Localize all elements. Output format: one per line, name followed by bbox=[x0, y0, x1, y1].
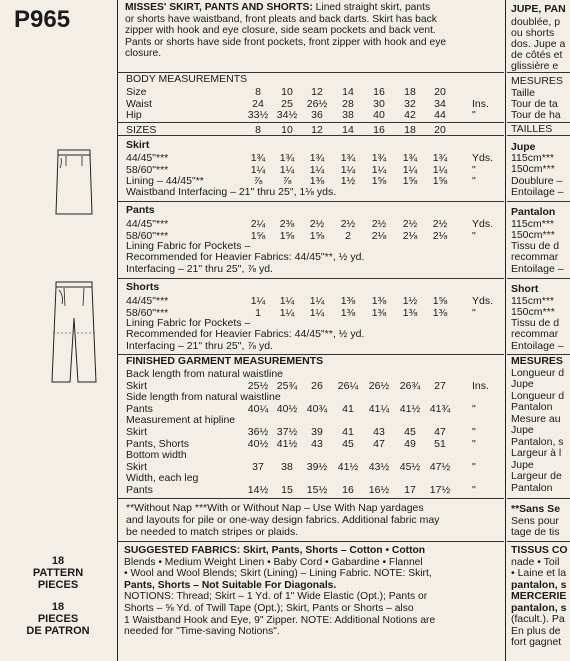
shorts-note: Recommended for Heavier Fabrics: 44/45"**, ½ yd. bbox=[126, 328, 365, 340]
size-value: 1⅝ bbox=[432, 175, 448, 187]
french-line: nade • Toil bbox=[511, 556, 560, 568]
pieces-label-2: PIECES bbox=[37, 579, 79, 591]
french-line: recommar bbox=[511, 251, 559, 263]
fr-divider bbox=[507, 354, 570, 355]
size-value: 1¾ bbox=[371, 152, 387, 164]
size-value: 43 bbox=[311, 437, 323, 450]
divider bbox=[117, 122, 504, 123]
french-line: Entoilage – bbox=[511, 340, 564, 352]
size-value: 1¼ bbox=[309, 306, 325, 319]
measurement-row bbox=[0, 426, 570, 437]
size-value: 1¼ bbox=[309, 295, 325, 307]
row-label: Skirt bbox=[126, 460, 147, 473]
pattern-pieces-fr bbox=[0, 601, 116, 637]
row-label: 58/60"*** bbox=[126, 163, 169, 176]
size-value: 24 bbox=[252, 97, 264, 110]
french-line: • Laine et la bbox=[511, 567, 567, 579]
measurement-row bbox=[0, 86, 570, 97]
french-line: tage de tis bbox=[511, 526, 560, 538]
french-line: Taille bbox=[511, 87, 535, 99]
shorts-heading: Shorts bbox=[126, 281, 160, 293]
divider bbox=[117, 135, 504, 136]
french-line: Longueur d bbox=[511, 367, 565, 379]
skirt-interfacing-note: Waistband Interfacing – 21" thru 25", 1⅛ yds. bbox=[126, 186, 337, 198]
measurement-row bbox=[0, 98, 570, 109]
size-value: 16 bbox=[373, 124, 385, 136]
row-label: Skirt bbox=[126, 426, 147, 438]
size-value: 49 bbox=[404, 437, 416, 450]
fr-divider bbox=[507, 135, 570, 136]
unit-label: " bbox=[472, 229, 476, 242]
size-value: 1 bbox=[255, 306, 261, 319]
french-line: MESURES bbox=[511, 75, 563, 87]
row-label: 58/60"*** bbox=[126, 229, 169, 242]
pieces-label-1: PATTERN bbox=[32, 567, 84, 579]
size-value: 16 bbox=[342, 484, 354, 496]
size-value: 38 bbox=[342, 109, 354, 121]
size-value: 17½ bbox=[429, 484, 451, 496]
french-line: Mesure au bbox=[511, 413, 561, 425]
size-value: 1¼ bbox=[340, 163, 356, 176]
row-label: 44/45"*** bbox=[126, 218, 169, 230]
french-line: Jupe bbox=[511, 424, 534, 436]
size-value: 1⅝ bbox=[402, 175, 418, 187]
measurement-row bbox=[0, 403, 570, 414]
measurement-row bbox=[0, 230, 570, 241]
nap-note: be needed to match stripes or plaids. bbox=[126, 526, 299, 538]
unit-label: Ins. bbox=[472, 379, 489, 392]
french-line: Tour de ta bbox=[511, 98, 558, 110]
row-label: Skirt bbox=[126, 379, 147, 392]
fr-divider bbox=[507, 278, 570, 279]
notions-line: NOTIONS: Thread; Skirt – 1 Yd. of 1" Wide Elastic (Opt.); Pants or bbox=[124, 591, 428, 603]
divider bbox=[117, 541, 504, 542]
size-value: 1¼ bbox=[250, 295, 266, 307]
size-value: 26½ bbox=[306, 97, 328, 110]
measurement-row bbox=[0, 368, 570, 379]
size-value: 36½ bbox=[247, 426, 269, 438]
size-value: 41¼ bbox=[368, 402, 390, 415]
french-line: dos. Jupe a bbox=[511, 38, 566, 50]
french-line: 115cm*** bbox=[511, 218, 554, 230]
french-line: MERCERIE bbox=[511, 590, 567, 602]
fr-divider bbox=[507, 498, 570, 499]
description-line: closure. bbox=[125, 48, 162, 60]
measurement-row bbox=[0, 152, 570, 163]
size-value: 26¼ bbox=[337, 379, 359, 392]
size-value: 28 bbox=[342, 97, 354, 110]
size-value: 1¾ bbox=[340, 152, 356, 164]
size-value: 25¾ bbox=[276, 379, 298, 392]
size-value: 40½ bbox=[247, 437, 269, 450]
nap-note: **Without Nap ***With or Without Nap – Use With Nap yardages bbox=[126, 502, 424, 514]
fr-divider bbox=[507, 201, 570, 202]
size-value: 18 bbox=[404, 124, 416, 136]
description-line: or shorts have waistband, front pleats and back darts. Skirt has back bbox=[125, 13, 437, 25]
french-line: (facult.). Pa bbox=[511, 613, 565, 625]
french-line: JUPE, PAN bbox=[511, 3, 566, 15]
unit-label: " bbox=[472, 426, 476, 438]
size-value: 1¾ bbox=[432, 152, 448, 164]
french-line: Short bbox=[511, 283, 539, 295]
shorts-note: Lining Fabric for Pockets – bbox=[126, 317, 251, 329]
pants-note: Interfacing – 21" thru 25", ⅞ yd. bbox=[126, 263, 273, 275]
size-value: 41 bbox=[342, 426, 354, 438]
unit-label: " bbox=[472, 402, 476, 415]
size-value: 2¼ bbox=[250, 218, 266, 230]
pieces-label-fr-2: DE PATRON bbox=[26, 625, 90, 637]
unit-label: " bbox=[472, 306, 476, 319]
french-line: 150cm*** bbox=[511, 229, 555, 241]
notions-line: Shorts – ⅝ Yd. of Twill Tape (Opt.); Skirt, Pants or Shorts – also bbox=[124, 602, 414, 614]
size-value: 2⅛ bbox=[371, 229, 387, 242]
size-value: 14 bbox=[342, 86, 354, 98]
fabrics-line: SUGGESTED FABRICS: Skirt, Pants, Shorts – Cotton • Cotton bbox=[124, 545, 426, 556]
size-value: 8 bbox=[255, 86, 261, 98]
french-line: Largeur de bbox=[511, 470, 562, 482]
size-value: 1¼ bbox=[250, 163, 266, 176]
measurement-row bbox=[0, 438, 570, 449]
size-value: 36 bbox=[311, 109, 323, 121]
divider bbox=[117, 201, 504, 202]
size-value: 1¼ bbox=[279, 295, 295, 307]
sizes-label: SIZES bbox=[126, 124, 157, 136]
fr-divider bbox=[507, 122, 570, 123]
row-text: Measurement at hipline bbox=[126, 414, 236, 427]
french-line: Jupe bbox=[511, 378, 534, 390]
size-value: 1¼ bbox=[279, 163, 295, 176]
size-value: 41 bbox=[342, 402, 354, 415]
french-line: Jupe bbox=[511, 141, 536, 153]
french-panel bbox=[507, 0, 570, 661]
french-line: Jupe bbox=[511, 459, 534, 471]
size-value: 2½ bbox=[371, 218, 387, 230]
size-value: 1⅜ bbox=[340, 306, 356, 319]
size-value: 34½ bbox=[276, 109, 298, 121]
size-value: 27 bbox=[434, 379, 446, 392]
measurement-row bbox=[0, 295, 570, 306]
size-value: 1⅝ bbox=[279, 229, 295, 242]
size-value: 17 bbox=[404, 484, 416, 496]
fr-divider bbox=[507, 72, 570, 73]
size-value: 1⅜ bbox=[309, 175, 325, 187]
measurement-row bbox=[0, 472, 570, 483]
size-value: 12 bbox=[311, 86, 323, 98]
measurement-row bbox=[0, 484, 570, 495]
unit-label: " bbox=[472, 437, 476, 450]
description-line: zipper with hook and eye closure, side seam pockets and back vent. bbox=[125, 25, 436, 37]
size-value: 1⅜ bbox=[402, 306, 418, 319]
french-line: **Sans Se bbox=[511, 503, 561, 515]
size-value: 26 bbox=[311, 379, 323, 392]
fabrics-line: • Wool and Wool Blends; Skirt (Lining) – Lining Fabric. NOTE: Skirt, bbox=[124, 568, 432, 580]
fabrics-line: Pants, Shorts – Not Suitable For Diagonals. bbox=[124, 579, 337, 591]
french-line: ou shorts bbox=[511, 27, 555, 39]
measurement-row bbox=[0, 175, 570, 186]
french-line: Pantalon bbox=[511, 482, 553, 494]
size-value: ⅞ bbox=[282, 175, 292, 187]
size-value: 34 bbox=[434, 97, 446, 110]
size-value: 30 bbox=[373, 97, 385, 110]
unit-label: Yds. bbox=[472, 152, 494, 164]
french-line: pantalon, s bbox=[511, 579, 567, 591]
size-value: 20 bbox=[434, 124, 446, 136]
size-value: 40 bbox=[373, 109, 385, 121]
size-value: 40½ bbox=[276, 402, 298, 415]
french-line: Pantalon bbox=[511, 401, 553, 413]
french-line: 150cm*** bbox=[511, 163, 555, 175]
size-value: 45 bbox=[342, 437, 354, 450]
pieces-count-fr: 18 bbox=[51, 601, 65, 613]
size-value: 38 bbox=[281, 460, 293, 473]
unit-label: " bbox=[472, 109, 476, 121]
size-value: 8 bbox=[255, 124, 261, 136]
french-line: fort gagnet bbox=[511, 636, 562, 648]
pieces-count: 18 bbox=[51, 555, 65, 567]
fr-divider bbox=[507, 541, 570, 542]
size-value: 1½ bbox=[402, 295, 418, 307]
unit-label: " bbox=[472, 175, 476, 187]
size-value: 1¾ bbox=[402, 152, 418, 164]
size-value: 16½ bbox=[368, 484, 390, 496]
size-value: 10 bbox=[281, 124, 293, 136]
size-value: 2⅛ bbox=[402, 229, 418, 242]
pattern-code: P965 bbox=[14, 6, 71, 33]
size-value: 14½ bbox=[247, 484, 269, 496]
measurement-row bbox=[0, 109, 570, 120]
row-label: Hip bbox=[126, 109, 142, 121]
size-value: 1⅜ bbox=[432, 306, 448, 319]
french-line: MESURES bbox=[511, 355, 563, 367]
french-line: glissière e bbox=[511, 60, 559, 72]
french-line: doublée, p bbox=[511, 16, 561, 28]
french-line: Sens pour bbox=[511, 515, 559, 527]
nap-note: and layouts for pile or one-way design fabrics. Additional fabric may bbox=[126, 514, 440, 526]
french-line: Tissu de d bbox=[511, 240, 560, 252]
size-value: 47 bbox=[373, 437, 385, 450]
garment-description bbox=[125, 2, 505, 60]
size-value: 47 bbox=[434, 426, 446, 438]
size-value: 1⅝ bbox=[250, 229, 266, 242]
pattern-pieces-en bbox=[0, 555, 116, 591]
size-value: 26½ bbox=[368, 379, 390, 392]
french-line: Tour de ha bbox=[511, 109, 561, 121]
size-value: 44 bbox=[434, 109, 446, 121]
size-value: 41¾ bbox=[429, 402, 451, 415]
row-label: Pants bbox=[126, 484, 153, 496]
size-value: 2 bbox=[345, 229, 351, 242]
size-value: 20 bbox=[434, 86, 446, 98]
row-text: Width, each leg bbox=[126, 472, 199, 485]
divider bbox=[117, 498, 504, 499]
row-text: Bottom width bbox=[126, 449, 187, 462]
french-line: pantalon, s bbox=[511, 602, 567, 614]
size-value: 33½ bbox=[247, 109, 269, 121]
size-value: 41½ bbox=[276, 437, 298, 450]
unit-label: " bbox=[472, 460, 476, 473]
size-value: 1⅝ bbox=[432, 295, 448, 307]
size-value: 2⅜ bbox=[279, 218, 295, 230]
size-value: 2½ bbox=[309, 218, 325, 230]
french-line: de côtés et bbox=[511, 49, 563, 61]
description-line: Pants or shorts have side front pockets, front zipper with hook and eye bbox=[125, 36, 447, 48]
measurement-row bbox=[0, 461, 570, 472]
size-value: 16 bbox=[373, 86, 385, 98]
row-label: 44/45"*** bbox=[126, 152, 169, 164]
size-value: 43 bbox=[373, 426, 385, 438]
shorts-note: Interfacing – 21" thru 25", ⅞ yd. bbox=[126, 340, 273, 352]
pieces-label-fr-1: PIECES bbox=[37, 613, 79, 625]
measurement-row bbox=[0, 218, 570, 229]
unit-label: " bbox=[472, 484, 476, 496]
french-line: Longueur d bbox=[511, 390, 565, 402]
size-value: 26¾ bbox=[399, 379, 421, 392]
size-value: 1¼ bbox=[309, 163, 325, 176]
sizes-row bbox=[0, 124, 570, 135]
row-label: Lining – 44/45"** bbox=[126, 175, 204, 187]
skirt-heading: Skirt bbox=[126, 139, 150, 151]
description-line: Lined straight skirt, pants bbox=[312, 2, 431, 13]
size-value: 40¼ bbox=[247, 402, 269, 415]
measurement-row bbox=[0, 164, 570, 175]
french-line: Pantalon, s bbox=[511, 436, 564, 448]
size-value: 45½ bbox=[399, 460, 421, 473]
french-line: Entoilage – bbox=[511, 186, 564, 198]
size-value: 2½ bbox=[340, 218, 356, 230]
size-value: 2⅛ bbox=[432, 229, 448, 242]
notions-line: 1 Waistband Hook and Eye, 9" Zipper. NOTE: Additional Notions are bbox=[124, 614, 436, 626]
row-label: Waist bbox=[126, 97, 152, 110]
size-value: 51 bbox=[434, 437, 446, 450]
french-line: 150cm*** bbox=[511, 306, 555, 318]
unit-label: Ins. bbox=[472, 97, 489, 110]
size-value: 41½ bbox=[399, 402, 421, 415]
pants-note: Recommended for Heavier Fabrics: 44/45"**, ½ yd. bbox=[126, 251, 365, 263]
french-line: recommar bbox=[511, 328, 559, 340]
french-line: TAILLES bbox=[511, 123, 553, 135]
size-value: 1⅜ bbox=[371, 295, 387, 307]
size-value: 37½ bbox=[276, 426, 298, 438]
size-value: 39½ bbox=[306, 460, 328, 473]
size-value: 1¾ bbox=[309, 152, 325, 164]
pants-heading: Pants bbox=[126, 204, 155, 216]
size-value: 2½ bbox=[432, 218, 448, 230]
size-value: 45 bbox=[404, 426, 416, 438]
size-value: 1⅜ bbox=[340, 295, 356, 307]
size-value: ⅞ bbox=[253, 175, 263, 187]
size-value: 42 bbox=[404, 109, 416, 121]
french-line: En plus de bbox=[511, 625, 561, 637]
size-value: 25 bbox=[281, 97, 293, 110]
measurement-row bbox=[0, 307, 570, 318]
size-value: 1¼ bbox=[371, 163, 387, 176]
size-value: 1⅝ bbox=[309, 229, 325, 242]
measurement-row bbox=[0, 449, 570, 460]
size-value: 1¾ bbox=[250, 152, 266, 164]
row-label: Pants bbox=[126, 402, 153, 415]
size-value: 14 bbox=[342, 124, 354, 136]
size-value: 1¾ bbox=[279, 152, 295, 164]
size-value: 1¼ bbox=[279, 306, 295, 319]
size-value: 43½ bbox=[368, 460, 390, 473]
size-value: 1⅝ bbox=[371, 175, 387, 187]
unit-label: Yds. bbox=[472, 218, 494, 230]
size-value: 12 bbox=[311, 124, 323, 136]
suggested-fabrics-notions bbox=[124, 545, 504, 638]
row-label: Size bbox=[126, 86, 147, 98]
row-label: 58/60"*** bbox=[126, 306, 169, 319]
size-value: 40¾ bbox=[306, 402, 328, 415]
divider bbox=[117, 278, 504, 279]
size-value: 25½ bbox=[247, 379, 269, 392]
french-line: Entoilage – bbox=[511, 263, 564, 275]
french-line: TISSUS CO bbox=[511, 544, 568, 556]
french-line: Pantalon bbox=[511, 206, 556, 218]
measurement-row bbox=[0, 414, 570, 425]
size-value: 1¼ bbox=[432, 163, 448, 176]
finished-heading: FINISHED GARMENT MEASUREMENTS bbox=[126, 355, 324, 367]
size-value: 1⅜ bbox=[371, 306, 387, 319]
french-line: Tissu de d bbox=[511, 317, 560, 329]
unit-label: Yds. bbox=[472, 295, 494, 307]
size-value: 1¼ bbox=[402, 163, 418, 176]
size-value: 10 bbox=[281, 86, 293, 98]
row-label: 44/45"*** bbox=[126, 295, 169, 307]
size-value: 47½ bbox=[429, 460, 451, 473]
fabrics-line: Blends • Medium Weight Linen • Baby Cord • Gabardine • Flannel bbox=[124, 556, 423, 568]
french-line: Doublure – bbox=[511, 175, 563, 187]
size-value: 15 bbox=[281, 484, 293, 496]
size-value: 32 bbox=[404, 97, 416, 110]
measurement-row bbox=[0, 380, 570, 391]
french-line: 115cm*** bbox=[511, 295, 554, 307]
french-line: 115cm*** bbox=[511, 152, 554, 164]
notions-line: needed for "Time-saving Notions". bbox=[124, 626, 280, 638]
size-value: 18 bbox=[404, 86, 416, 98]
size-value: 41½ bbox=[337, 460, 359, 473]
measurement-row bbox=[0, 391, 570, 402]
pants-note: Lining Fabric for Pockets – bbox=[126, 240, 251, 252]
unit-label: " bbox=[472, 163, 476, 176]
french-line: Largeur à l bbox=[511, 447, 562, 459]
size-value: 1½ bbox=[340, 175, 356, 187]
size-value: 2½ bbox=[402, 218, 418, 230]
row-text: Back length from natural waistline bbox=[126, 368, 283, 380]
row-label: Pants, Shorts bbox=[126, 437, 190, 450]
size-value: 39 bbox=[311, 426, 323, 438]
size-value: 37 bbox=[252, 460, 264, 473]
row-text: Side length from natural waistline bbox=[126, 391, 281, 404]
body-measurements-heading: BODY MEASUREMENTS bbox=[126, 73, 248, 85]
description-title: MISSES' SKIRT, PANTS AND SHORTS: bbox=[125, 2, 313, 13]
size-value: 15½ bbox=[306, 484, 328, 496]
